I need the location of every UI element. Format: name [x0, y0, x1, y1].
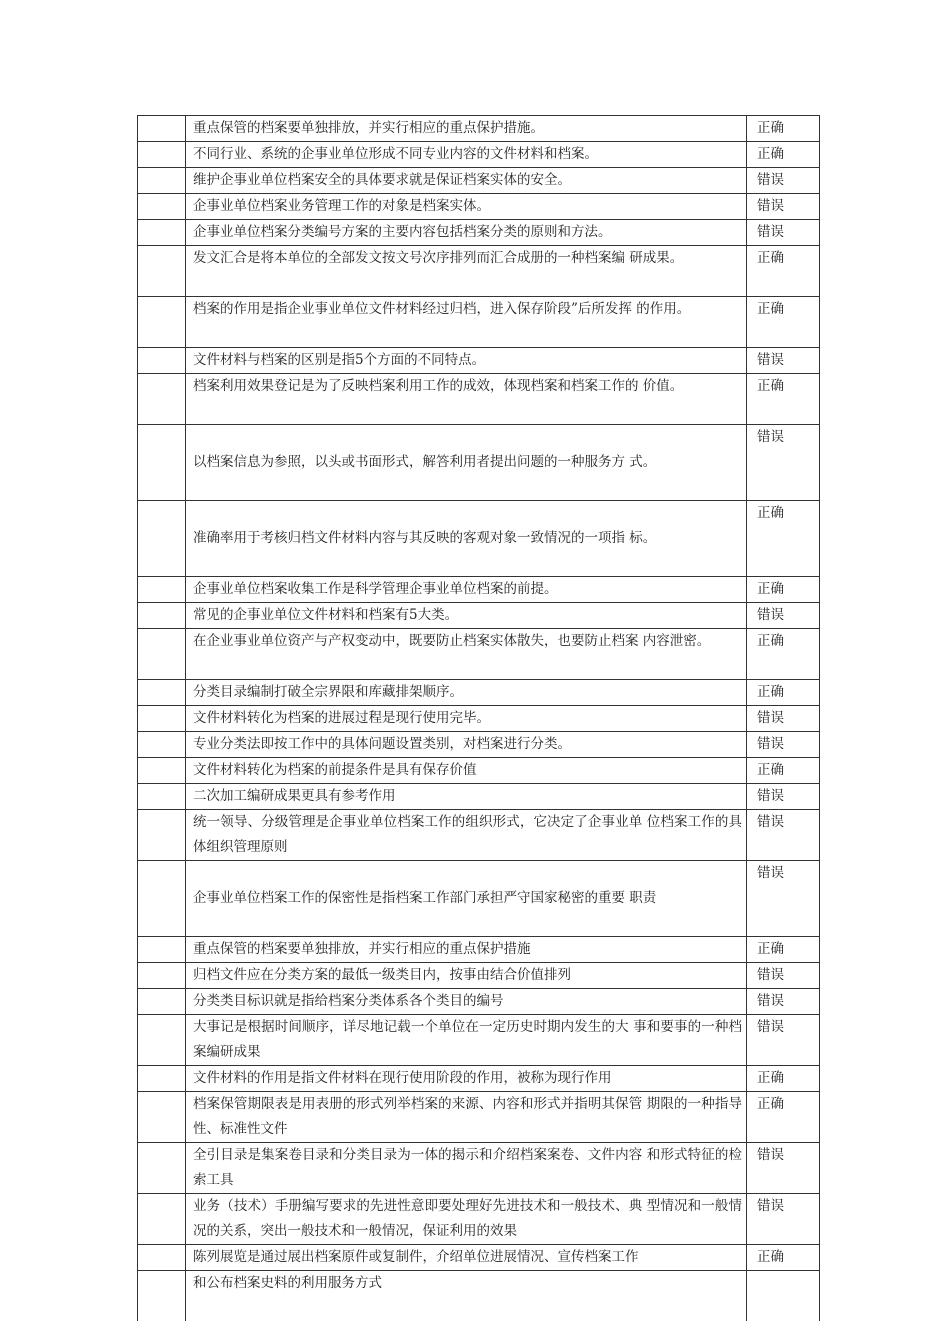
- blank-index-cell: [138, 732, 186, 758]
- statement-cell: 文件材料转化为档案的进展过程是现行使用完毕。: [186, 706, 747, 732]
- statement-cell: 文件材料的作用是指文件材料在现行使用阶段的作用，被称为现行作用: [186, 1066, 747, 1092]
- statement-cell: 陈列展览是通过展出档案原件或复制件，介绍单位进展情况、宣传档案工作: [186, 1245, 747, 1271]
- answer-cell: 正确: [747, 1066, 820, 1092]
- statement-cell: 以档案信息为参照，以头或书面形式，解答利用者提出问题的一种服务方 式。: [186, 425, 747, 501]
- answer-cell: 错误: [747, 810, 820, 861]
- table-row: [138, 577, 820, 603]
- table-row: [138, 810, 820, 861]
- answer-cell: 错误: [747, 220, 820, 246]
- blank-index-cell: [138, 963, 186, 989]
- statement-cell: 维护企事业单位档案安全的具体要求就是保证档案实体的安全。: [186, 168, 747, 194]
- answer-cell: 正确: [747, 116, 820, 142]
- statement-cell: 归档文件应在分类方案的最低一级类目内，按事由结合价值排列: [186, 963, 747, 989]
- table-row: [138, 116, 820, 142]
- blank-index-cell: [138, 1271, 186, 1322]
- table-row: [138, 1015, 820, 1066]
- answer-cell: 正确: [747, 297, 820, 348]
- statement-cell: 常见的企事业单位文件材料和档案有5大类。: [186, 603, 747, 629]
- table-body: [138, 116, 820, 1322]
- statement-cell: 业务（技术）手册编写要求的先进性意即要处理好先进技术和一般技术、典 型情况和一般情况的关系，突出一般技术和一般情况，保证利用的效果: [186, 1194, 747, 1245]
- answer-cell: 正确: [747, 680, 820, 706]
- answer-cell: 正确: [747, 246, 820, 297]
- blank-index-cell: [138, 246, 186, 297]
- statement-cell: 二次加工编研成果更具有参考作用: [186, 784, 747, 810]
- statement-cell: 重点保管的档案要单独排放，并实行相应的重点保护措施。: [186, 116, 747, 142]
- table-row: [138, 348, 820, 374]
- true-false-answer-table: [137, 115, 820, 1321]
- table-row: [138, 989, 820, 1015]
- blank-index-cell: [138, 603, 186, 629]
- statement-cell: 企事业单位档案工作的保密性是指档案工作部门承担严守国家秘密的重要 职责: [186, 861, 747, 937]
- statement-cell: 档案利用效果登记是为了反映档案利用工作的成效，体现档案和档案工作的 价值。: [186, 374, 747, 425]
- table-row: [138, 1271, 820, 1322]
- table-row: [138, 297, 820, 348]
- blank-index-cell: [138, 374, 186, 425]
- table-row: [138, 861, 820, 937]
- answer-cell: 正确: [747, 629, 820, 680]
- statement-cell: 文件材料转化为档案的前提条件是具有保存价值: [186, 758, 747, 784]
- blank-index-cell: [138, 629, 186, 680]
- blank-index-cell: [138, 142, 186, 168]
- table-row: [138, 680, 820, 706]
- statement-cell: 在企业事业单位资产与产权变动中，既要防止档案实体散失，也要防止档案 内容泄密。: [186, 629, 747, 680]
- statement-cell: 发文汇合是将本单位的全部发文按文号次序排列而汇合成册的一种档案编 研成果。: [186, 246, 747, 297]
- answer-cell: 正确: [747, 501, 820, 577]
- table-row: [138, 501, 820, 577]
- table-row: [138, 937, 820, 963]
- blank-index-cell: [138, 989, 186, 1015]
- statement-cell: 分类目录编制打破全宗界限和库藏排架顺序。: [186, 680, 747, 706]
- answer-cell: 错误: [747, 603, 820, 629]
- blank-index-cell: [138, 810, 186, 861]
- table-row: [138, 194, 820, 220]
- answer-cell: 错误: [747, 989, 820, 1015]
- answer-cell: 错误: [747, 706, 820, 732]
- statement-cell: 文件材料与档案的区别是指5个方面的不同特点。: [186, 348, 747, 374]
- answer-cell: 错误: [747, 1015, 820, 1066]
- table-row: [138, 603, 820, 629]
- answer-cell: 正确: [747, 577, 820, 603]
- statement-cell: 档案保管期限表是用表册的形式列举档案的来源、内容和形式并指明其保管 期限的一种指导性、标准性文件: [186, 1092, 747, 1143]
- table-row: [138, 1066, 820, 1092]
- answer-cell: 错误: [747, 194, 820, 220]
- table-row: [138, 246, 820, 297]
- table-row: [138, 1194, 820, 1245]
- statement-cell: 大事记是根据时间顺序，详尽地记载一个单位在一定历史时期内发生的大 事和要事的一种档案编研成果: [186, 1015, 747, 1066]
- table-row: [138, 732, 820, 758]
- blank-index-cell: [138, 220, 186, 246]
- answer-cell: 正确: [747, 1092, 820, 1143]
- answer-cell: [747, 1271, 820, 1322]
- statement-cell: 企事业单位档案业务管理工作的对象是档案实体。: [186, 194, 747, 220]
- table-row: [138, 220, 820, 246]
- statement-cell: 专业分类法即按工作中的具体问题设置类别，对档案进行分类。: [186, 732, 747, 758]
- blank-index-cell: [138, 680, 186, 706]
- table-row: [138, 784, 820, 810]
- answer-cell: 错误: [747, 732, 820, 758]
- statement-cell: 全引目录是集案卷目录和分类目录为一体的揭示和介绍档案案卷、文件内容 和形式特征的检索工具: [186, 1143, 747, 1194]
- table-row: [138, 706, 820, 732]
- table-row: [138, 374, 820, 425]
- table-row: [138, 758, 820, 784]
- table-row: [138, 1092, 820, 1143]
- answer-cell: 正确: [747, 142, 820, 168]
- blank-index-cell: [138, 116, 186, 142]
- statement-cell: 准确率用于考核归档文件材料内容与其反映的客观对象一致情况的一项指 标。: [186, 501, 747, 577]
- table-row: [138, 1245, 820, 1271]
- table-row: [138, 142, 820, 168]
- answer-cell: 正确: [747, 937, 820, 963]
- answer-cell: 正确: [747, 758, 820, 784]
- statement-cell: 企事业单位档案分类编号方案的主要内容包括档案分类的原则和方法。: [186, 220, 747, 246]
- answer-cell: 正确: [747, 374, 820, 425]
- blank-index-cell: [138, 425, 186, 501]
- blank-index-cell: [138, 706, 186, 732]
- answer-cell: 错误: [747, 168, 820, 194]
- blank-index-cell: [138, 297, 186, 348]
- statement-cell: 企事业单位档案收集工作是科学管理企事业单位档案的前提。: [186, 577, 747, 603]
- table-row: [138, 425, 820, 501]
- answer-cell: 正确: [747, 1245, 820, 1271]
- statement-cell: 档案的作用是指企业事业单位文件材料经过归档，进入保存阶段”后所发挥 的作用。: [186, 297, 747, 348]
- blank-index-cell: [138, 1015, 186, 1066]
- blank-index-cell: [138, 194, 186, 220]
- table-row: [138, 168, 820, 194]
- blank-index-cell: [138, 1194, 186, 1245]
- blank-index-cell: [138, 861, 186, 937]
- statement-cell: 和公布档案史料的利用服务方式: [186, 1271, 747, 1322]
- blank-index-cell: [138, 348, 186, 374]
- blank-index-cell: [138, 937, 186, 963]
- blank-index-cell: [138, 758, 186, 784]
- table-row: [138, 963, 820, 989]
- table-row: [138, 629, 820, 680]
- blank-index-cell: [138, 1066, 186, 1092]
- blank-index-cell: [138, 168, 186, 194]
- blank-index-cell: [138, 784, 186, 810]
- statement-cell: 分类类目标识就是指给档案分类体系各个类目的编号: [186, 989, 747, 1015]
- blank-index-cell: [138, 577, 186, 603]
- answer-cell: 错误: [747, 963, 820, 989]
- answer-cell: 错误: [747, 861, 820, 937]
- statement-cell: 统一领导、分级管理是企事业单位档案工作的组织形式，它决定了企事业单 位档案工作的具体组织管理原则: [186, 810, 747, 861]
- blank-index-cell: [138, 1245, 186, 1271]
- blank-index-cell: [138, 1143, 186, 1194]
- statement-cell: 不同行业、系统的企事业单位形成不同专业内容的文件材料和档案。: [186, 142, 747, 168]
- answer-cell: 错误: [747, 348, 820, 374]
- answer-cell: 错误: [747, 784, 820, 810]
- blank-index-cell: [138, 1092, 186, 1143]
- statement-cell: 重点保管的档案要单独排放，并实行相应的重点保护措施: [186, 937, 747, 963]
- blank-index-cell: [138, 501, 186, 577]
- answer-cell: 错误: [747, 1143, 820, 1194]
- answer-cell: 错误: [747, 425, 820, 501]
- table-row: [138, 1143, 820, 1194]
- answer-cell: 错误: [747, 1194, 820, 1245]
